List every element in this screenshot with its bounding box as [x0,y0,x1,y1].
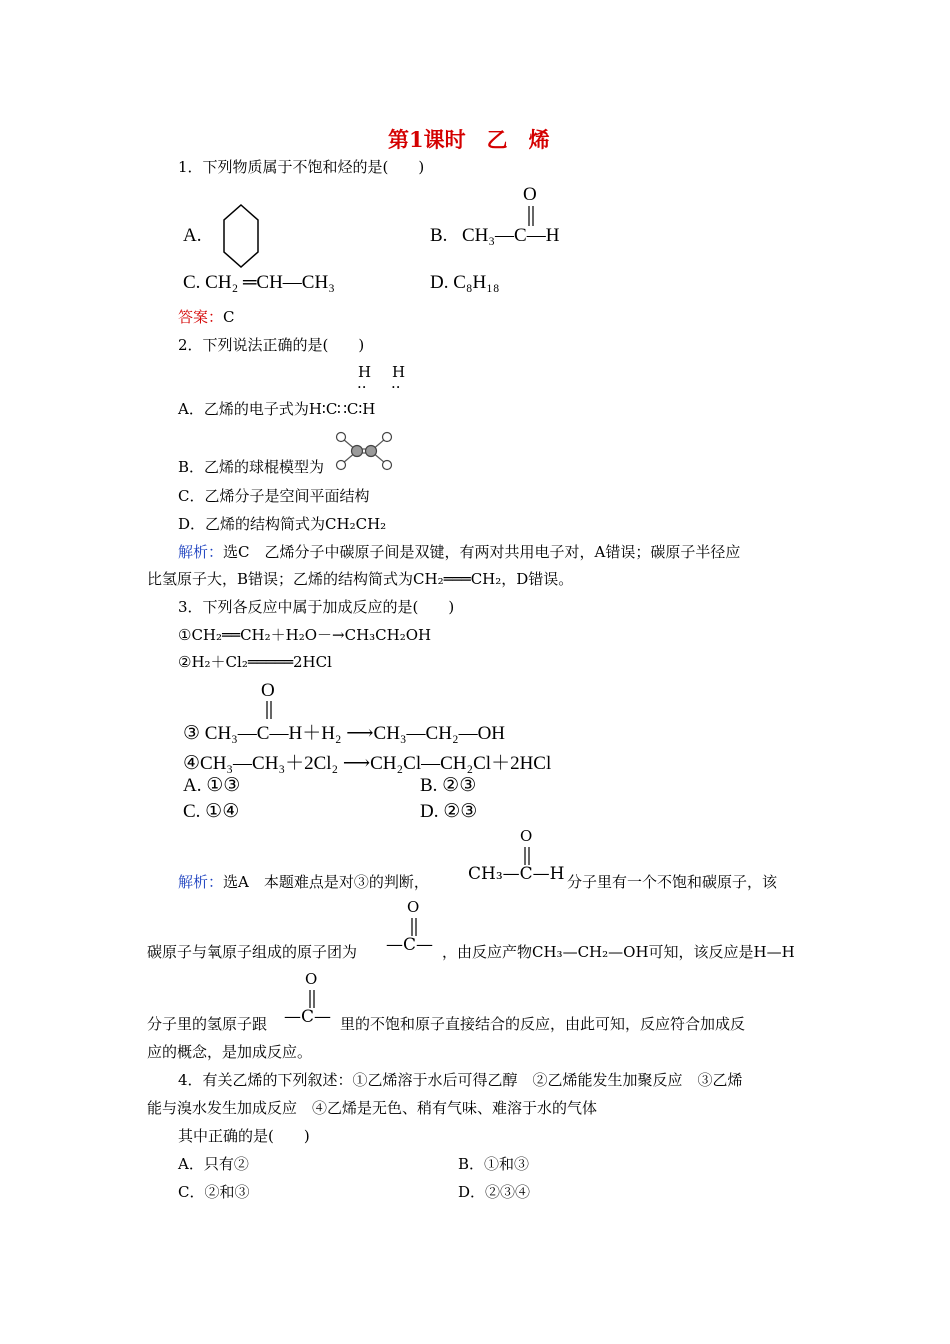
q3-option-b: B. ②③ [420,775,477,796]
q3-analysis-oxygen-1: O [520,827,533,845]
carbonyl-double-bond [526,206,536,226]
q3-option-d: D. ②③ [420,801,478,822]
q2-electron-h-top-2: H [392,363,406,381]
q1-option-b-oxygen: O [523,184,537,205]
q3-analysis-line-1 [178,871,429,892]
q3-analysis-text-4: ，由反应产物CH₃—CH₂—OH可知，该反应是H—H [442,943,795,961]
question-1-stem: 1．下列物质属于不饱和烃的是( ) [178,158,425,176]
q3-reaction-3: ③ CH₃—C—H＋H₂ ⟶CH₃—CH₂—OH [183,723,506,744]
q1-option-b-label: B. [430,225,448,246]
q3-option-a: A. ①③ [183,775,241,796]
q1-option-c: C. CH₂ ═CH—CH₃ [183,272,335,293]
q1-option-b-formula: CH₃—C—H [462,225,560,246]
q2-option-a-text: A．乙烯的电子式为 [178,400,309,418]
q2-option-c: C．乙烯分子是空间平面结构 [178,487,370,505]
q3-analysis-text-1: 选A 本题难点是对③的判断， [223,873,429,891]
q4-option-a: A．只有② [178,1155,249,1173]
q3-analysis-text-5: 分子里的氢原子跟 [147,1015,268,1033]
answer-value: C [223,308,235,326]
question-4-stem-line-2: 能与溴水发生加成反应 ④乙烯是无色、稍有气味、难溶于水的气体 [147,1099,598,1117]
q3-analysis-text-7: 应的概念，是加成反应。 [147,1043,313,1061]
q2-electron-dots-2: ·· [391,378,401,396]
analysis-label: 解析： [178,543,224,561]
q2-electron-h-top-1: H [358,363,372,381]
q3-reaction-2: ②H₂＋Cl₂═════2HCl [178,653,332,671]
q4-option-d: D．②③④ [458,1183,531,1201]
q2-option-a [178,398,375,419]
q1-answer [178,306,235,327]
q2-option-b-text: B．乙烯的球棍模型为 [178,458,325,476]
q3-reaction-4: ④CH₃—CH₃＋2Cl₂ ⟶CH₂Cl—CH₂Cl＋2HCl [183,753,552,774]
q3-carbonyl-double-bond [264,701,274,719]
q3-analysis-text-2: 分子里有一个不饱和碳原子，该 [567,873,778,891]
cyclohexane-structure [222,203,260,269]
q3-reaction-3-oxygen: O [261,680,275,701]
q3-analysis-oxygen-3: O [305,970,318,988]
q3-analysis-oxygen-2: O [407,898,420,916]
question-4-stem-line-1: 4．有关乙烯的下列叙述：①乙烯溶于水后可得乙醇 ②乙烯能发生加聚反应 ③乙烯 [178,1071,743,1089]
q3-analysis-formula-2: —C— [386,935,434,955]
question-4-stem-line-3: 其中正确的是( ) [178,1127,310,1145]
analysis-carbonyl-bond-2 [409,918,419,936]
question-3-stem: 3．下列各反应中属于加成反应的是( ) [178,598,455,616]
ethylene-ball-stick-model [334,431,394,471]
analysis-carbonyl-bond-1 [522,847,532,865]
q3-option-c: C. ①④ [183,801,240,822]
q1-option-d: D. C₈H₁₈ [430,272,500,293]
ethylene-electron-formula: H∶C∷C∶H [308,400,376,418]
q3-analysis-formula-3: —C— [284,1007,332,1027]
analysis-label: 解析： [178,873,224,891]
q2-analysis-text-1: 选C 乙烯分子中碳原子间是双键，有两对共用电子对，A错误；碳原子半径应 [223,543,741,561]
answer-label: 答案： [178,308,224,326]
analysis-carbonyl-bond-3 [307,990,317,1008]
q1-option-a-label: A. [183,225,202,246]
question-2-stem: 2．下列说法正确的是( ) [178,336,365,354]
q3-reaction-1: ①CH₂══CH₂＋H₂O－→CH₃CH₂OH [178,626,432,644]
q3-analysis-text-3: 碳原子与氧原子组成的原子团为 [147,943,358,961]
page-title: 第1课时 乙 烯 [388,127,550,152]
q4-option-b: B．①和③ [458,1155,530,1173]
q2-analysis-line-2: 比氢原子大，B错误；乙烯的结构简式为CH₂═══CH₂，D错误。 [147,570,574,588]
q3-analysis-formula-1: CH₃—C—H [468,864,565,884]
q4-option-c: C．②和③ [178,1183,250,1201]
q2-analysis-line-1 [178,541,740,562]
q3-analysis-text-6: 里的不饱和原子直接结合的反应，由此可知，反应符合加成反 [340,1015,746,1033]
q2-electron-dots-1: ·· [357,378,367,396]
q2-option-d: D．乙烯的结构简式为CH₂CH₂ [178,515,387,533]
